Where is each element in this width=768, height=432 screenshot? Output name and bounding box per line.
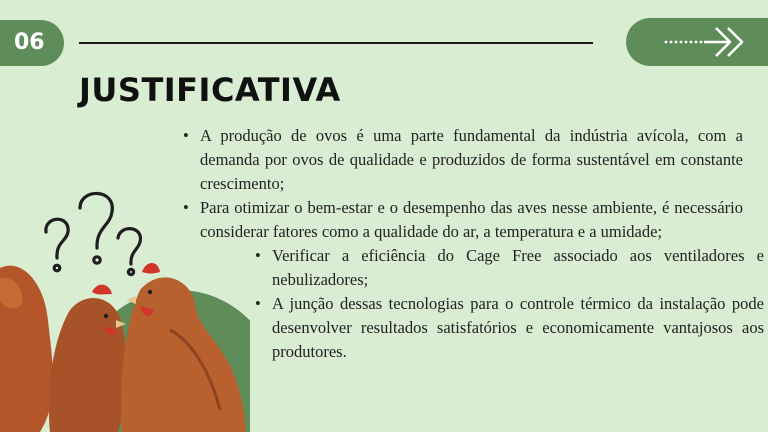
bullet-item: • A produção de ovos é uma parte fundamental da indústria avícola, com a demanda por ovos de qualidade e produzidos de forma sustentável em constante crescimento; bbox=[183, 124, 743, 196]
page-number: 06 bbox=[14, 30, 45, 55]
question-marks-icon bbox=[46, 193, 141, 274]
chickens-illustration bbox=[0, 180, 250, 432]
bullet-item: • Para otimizar o bem-estar e o desempenho das aves nesse ambiente, é necessário considerar fatores como a qualidade do ar, a temperatura e a umidade; bbox=[183, 196, 743, 244]
slide-title: JUSTIFICATIVA bbox=[79, 71, 341, 109]
content-text bbox=[183, 124, 764, 364]
next-slide-button[interactable] bbox=[626, 18, 768, 66]
double-chevron-arrow-icon bbox=[660, 24, 752, 60]
sub-bullet-item: • A junção dessas tecnologias para o controle térmico da instalação pode desenvolver resultados satisfatórios e economicamente vantajosos aos produtores. bbox=[255, 292, 764, 364]
sub-bullet-item: • Verificar a eficiência do Cage Free associado aos ventiladores e nebulizadores; bbox=[255, 244, 764, 292]
header-divider bbox=[79, 42, 593, 44]
